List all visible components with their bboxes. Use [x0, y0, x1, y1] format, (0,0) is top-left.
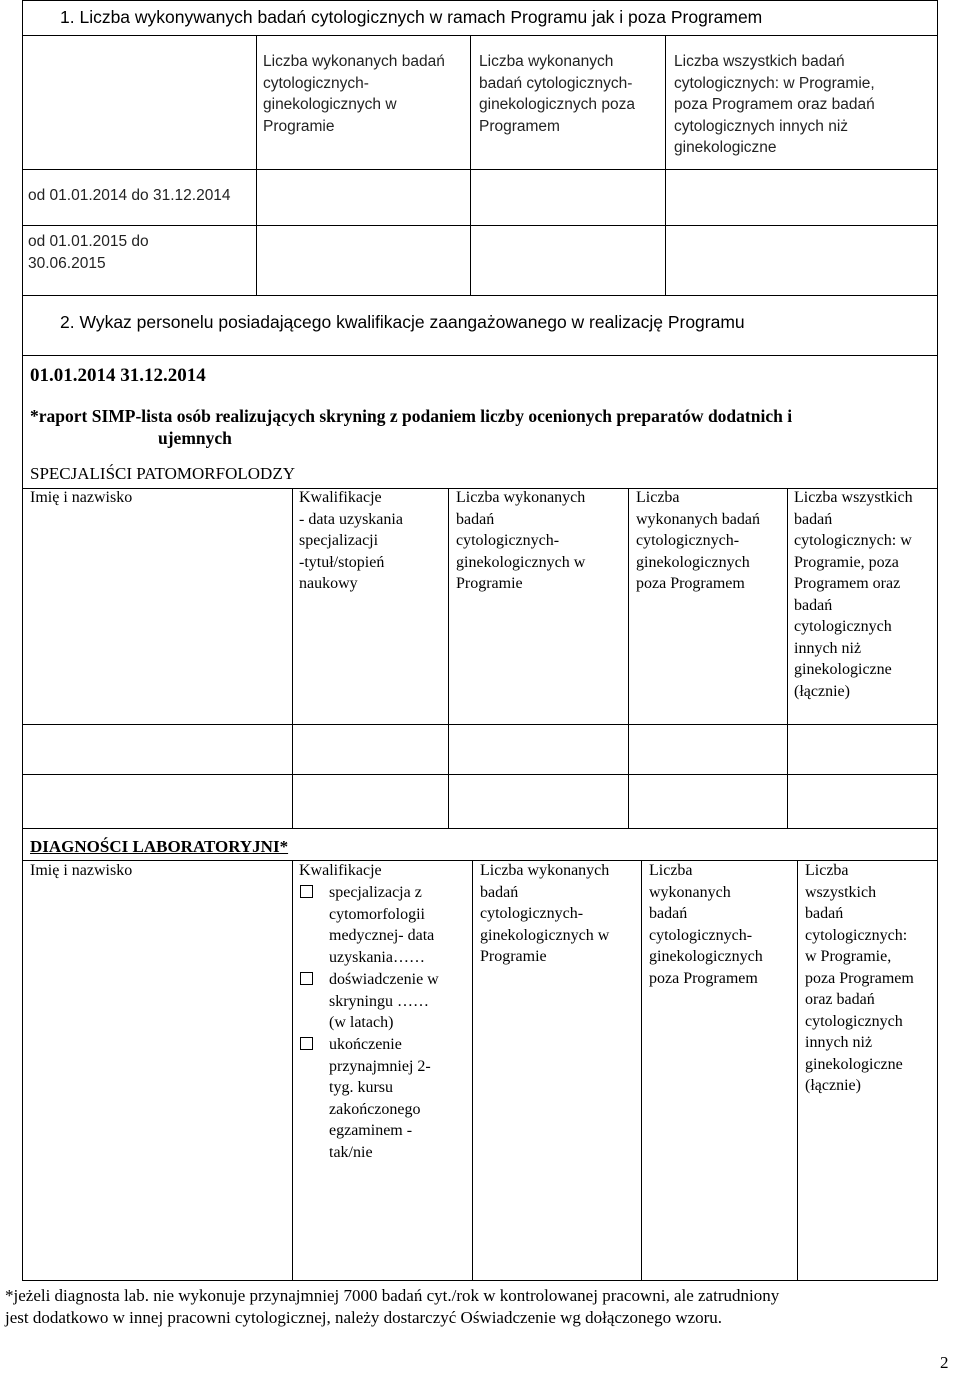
raport-note-line1: *raport SIMP-lista osób realizujących skryning z podaniem liczby ocenionych preparatów dodatnich i: [30, 406, 793, 426]
pat-col3-header: Liczba wykonanych badań cytologicznych- ginekologicznych w Programie: [456, 489, 586, 592]
footnote-line1: *jeżeli diagnosta lab. nie wykonuje przynajmniej 7000 badań cyt./rok w kontrolowanej pracowni, ale zatrudniony: [5, 1286, 780, 1305]
pat-header-line: [22, 724, 938, 725]
page-number: 2: [940, 1353, 949, 1372]
pat-col1-header: Imię i nazwisko: [30, 489, 133, 506]
s1-row2-label: od 01.01.2015 do 30.06.2015: [28, 233, 149, 272]
s1-col2-header: Liczba wykonanych badań cytologicznych- ginekologicznych poza Programem: [479, 53, 635, 135]
frame-right: [937, 0, 938, 1280]
frame-left: [22, 0, 23, 1280]
s1-col3-header: Liczba wszystkich badań cytologicznych: w Programie, poza Programem oraz badań cytologicznych innych niż ginekologiczne: [674, 53, 875, 156]
checkbox-specjalizacja[interactable]: [300, 885, 313, 898]
pat-col5-header: Liczba wszystkich badań cytologicznych: w Programie, poza Programem oraz badań cytologicznych innych niż ginekologiczne (łącznie): [794, 489, 913, 700]
patomorfolodzy-heading: SPECJALIŚCI PATOMORFOLODZY: [30, 464, 295, 483]
pat-vline-1: [292, 488, 293, 828]
pat-row1-line: [22, 774, 938, 775]
section2-title: 2. Wykaz personelu posiadającego kwalifikacje zaangażowanego w realizację Programu: [60, 312, 745, 332]
diag-col2-title: Kwalifikacje: [299, 862, 382, 879]
pat-vline-4: [787, 488, 788, 828]
pat-vline-3: [628, 488, 629, 828]
diag-opt-specjalizacja: specjalizacja z cytomorfologii medycznej- data uzyskania……: [329, 884, 435, 966]
frame-bottom: [22, 1280, 938, 1281]
s1-vline-1: [256, 35, 257, 295]
diag-opt-kurs: ukończenie przynajmniej 2- tyg. kursu zakończonego egzaminem - tak/nie: [329, 1036, 431, 1161]
diag-vline-4: [797, 860, 798, 1280]
diag-opt-doswiadczenie: doświadczenie w skryningu …… (w latach): [329, 971, 439, 1031]
pat-col2-header: Kwalifikacje - data uzyskania specjalizacji -tytuł/stopień naukowy: [299, 489, 403, 592]
frame-top: [22, 0, 938, 1]
s2-title-line: [22, 355, 938, 356]
section2-period: 01.01.2014 31.12.2014: [30, 365, 206, 386]
diag-col3-header: Liczba wykonanych badań cytologicznych- ginekologicznych w Programie: [480, 862, 610, 965]
raport-note-line2: ujemnych: [158, 428, 232, 448]
checkbox-doswiadczenie[interactable]: [300, 972, 313, 985]
s1-vline-3: [665, 35, 666, 295]
s1-row1-line: [22, 225, 938, 226]
s1-row1-label: od 01.01.2014 do 31.12.2014: [28, 187, 231, 204]
s1-vline-2: [470, 35, 471, 295]
section1-title: 1. Liczba wykonywanych badań cytologicznych w ramach Programu jak i poza Programem: [60, 7, 763, 27]
s1-title-line: [22, 35, 938, 36]
footnote-line2: jest dodatkowo w innej pracowni cytologicznej, należy dostarczyć Oświadczenie wg dołączonego wzoru.: [5, 1308, 723, 1327]
s1-bottom-line: [22, 295, 938, 296]
pat-bottom-line: [22, 828, 938, 829]
pat-col4-header: Liczba wykonanych badań cytologicznych- ginekologicznych poza Programem: [636, 489, 760, 592]
diag-vline-1: [292, 860, 293, 1280]
checkbox-kurs[interactable]: [300, 1037, 313, 1050]
diag-vline-3: [641, 860, 642, 1280]
diagnosci-heading: DIAGNOŚCI LABORATORYJNI*: [30, 837, 289, 856]
s1-header-line: [22, 169, 938, 170]
pat-vline-2: [448, 488, 449, 828]
diag-col4-header: Liczba wykonanych badań cytologicznych- ginekologicznych poza Programem: [649, 862, 763, 987]
s1-col1-header: Liczba wykonanych badań cytologicznych- ginekologicznych w Programie: [263, 53, 445, 135]
diag-col1-header: Imię i nazwisko: [30, 862, 133, 879]
diag-vline-2: [472, 860, 473, 1280]
diag-col5-header: Liczba wszystkich badań cytologicznych: w Programie, poza Programem oraz badań cytologicznych innych niż ginekologiczne (łącznie): [805, 862, 914, 1094]
